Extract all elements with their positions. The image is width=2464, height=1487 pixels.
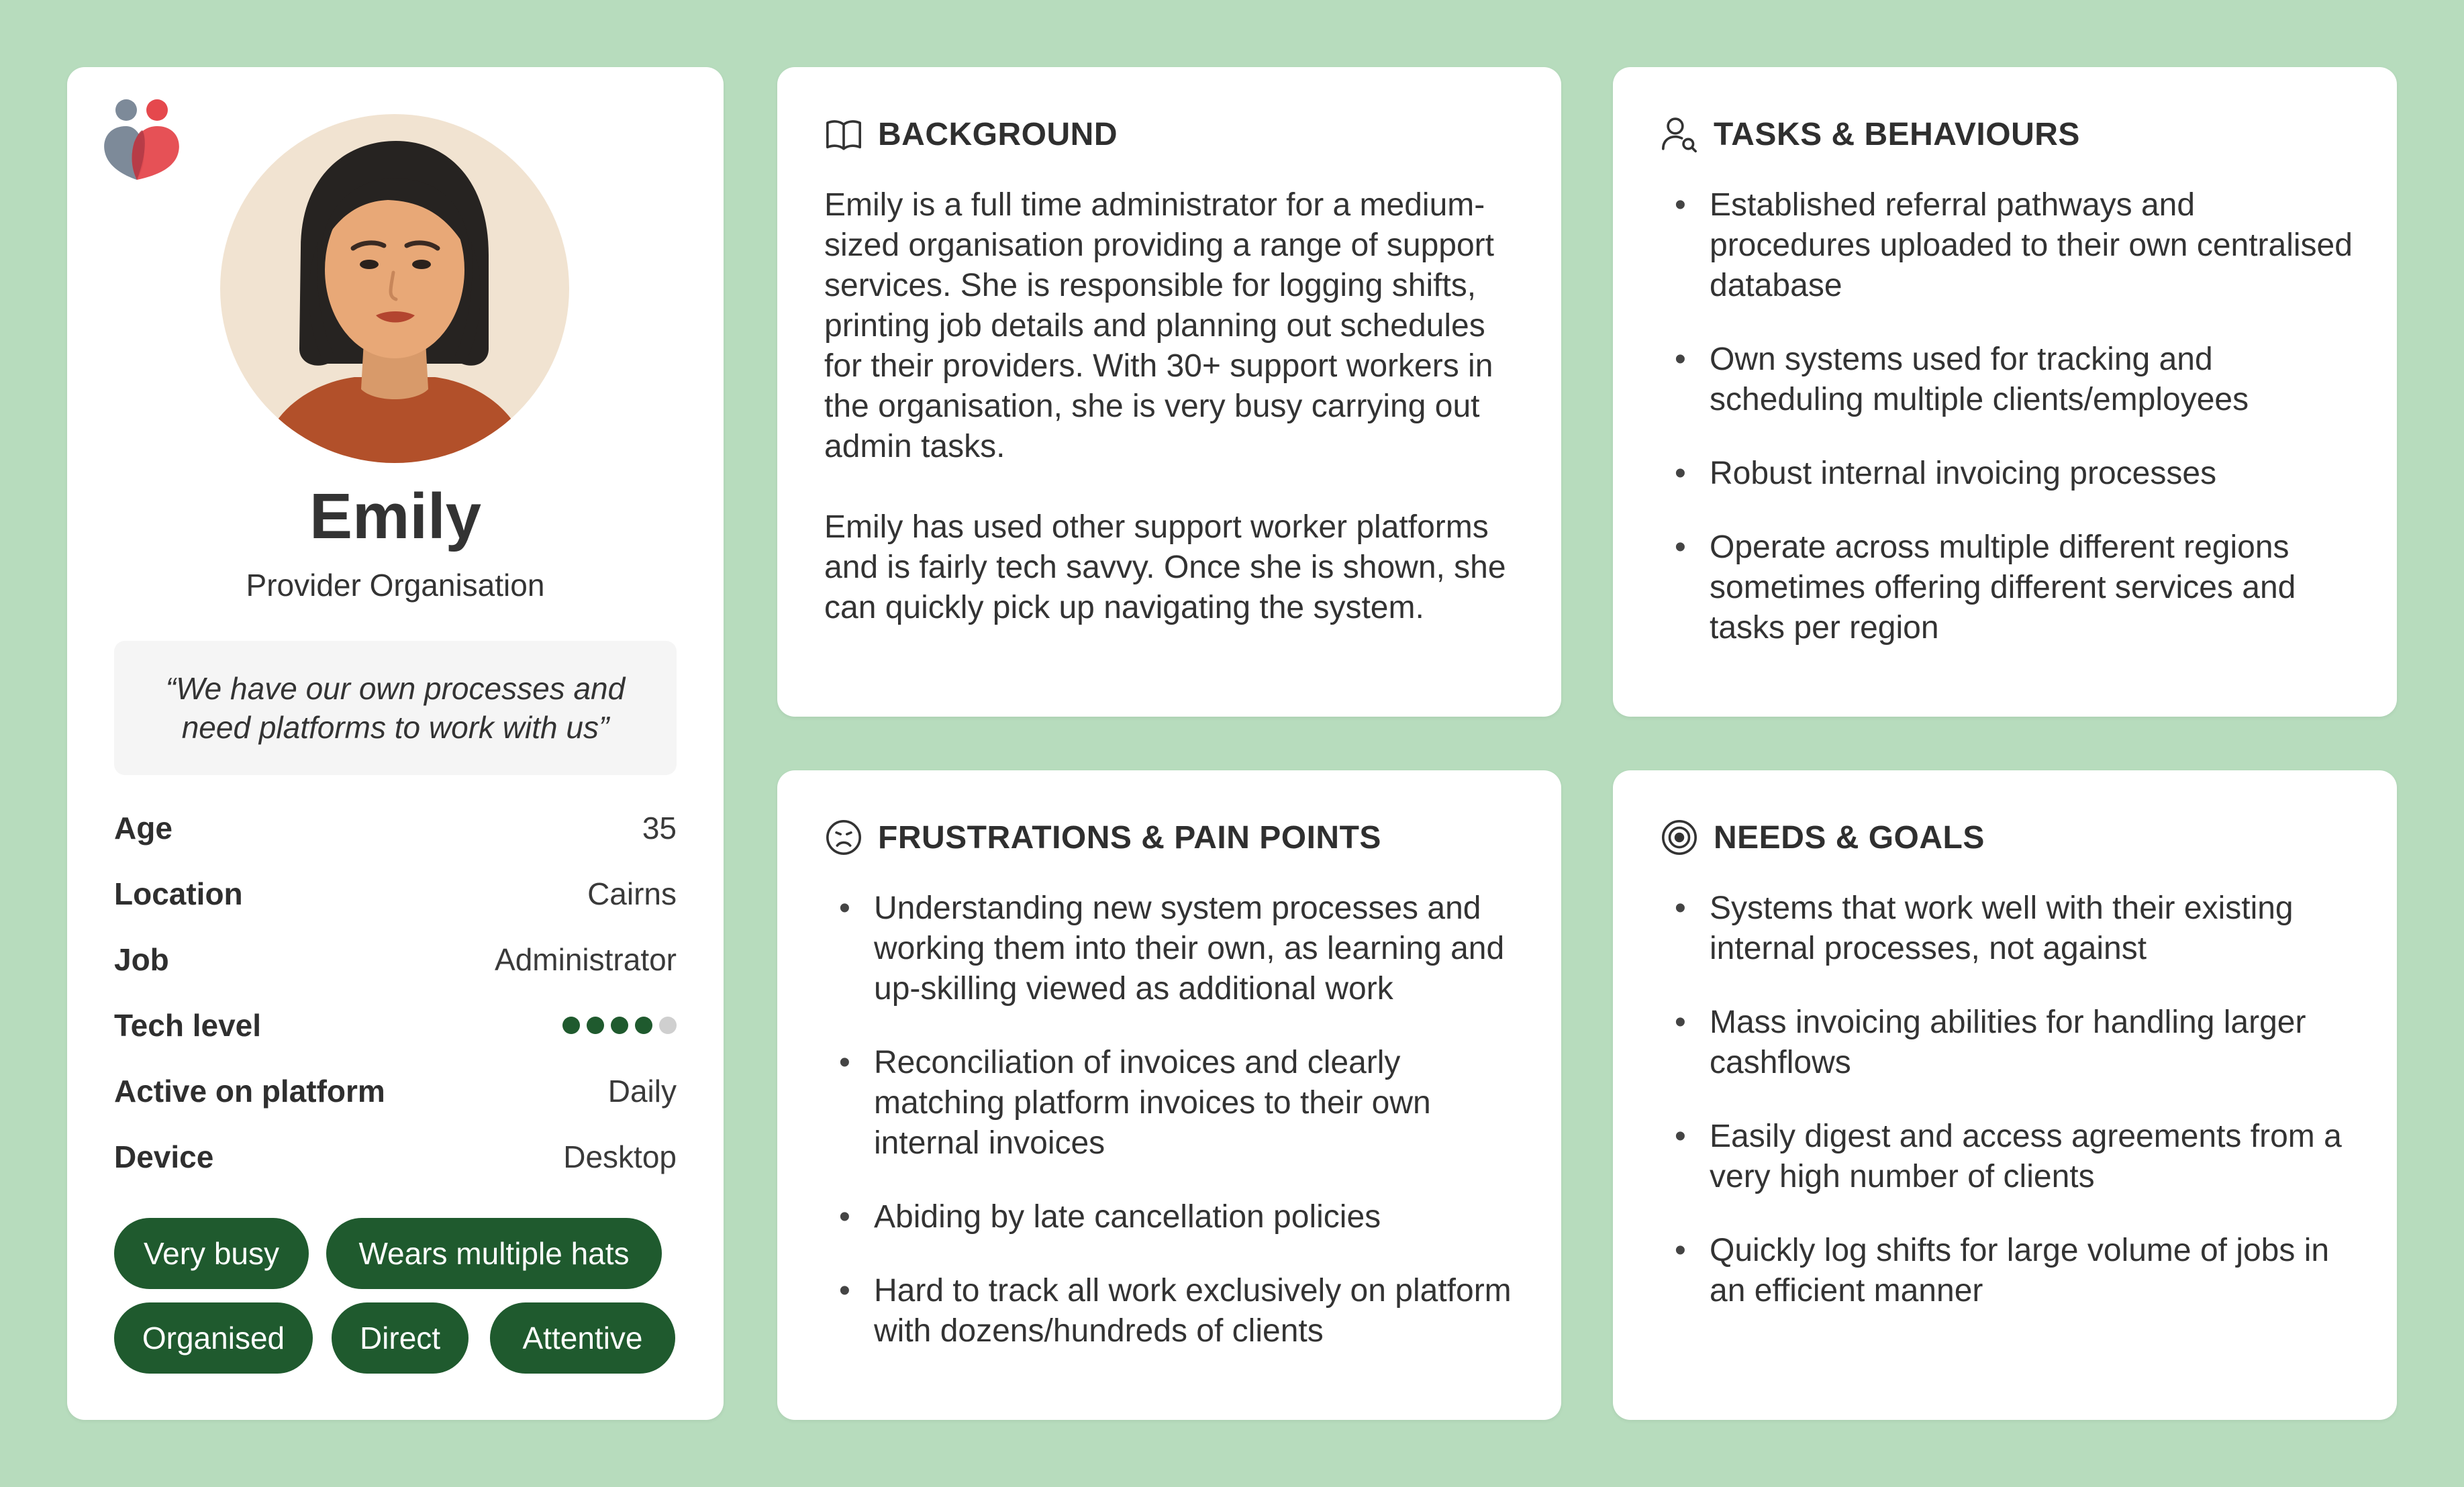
card-title: BACKGROUND — [878, 116, 1118, 152]
trait-tag: Attentive — [490, 1302, 675, 1374]
profile-card — [67, 67, 724, 1420]
list-item: • Systems that work well with their existing internal processes, not against — [1675, 888, 2357, 969]
attribute-value: 35 — [642, 811, 677, 845]
attribute-row-age — [114, 795, 677, 861]
attribute-value: Administrator — [495, 942, 677, 977]
rating-dot-filled — [562, 1017, 580, 1034]
needs-card — [1613, 770, 2397, 1420]
background-text — [824, 185, 1521, 668]
frustrations-list — [839, 888, 1521, 1385]
attribute-value: Daily — [607, 1074, 677, 1109]
background-paragraph: Emily has used other support worker platforms and is fairly tech savvy. Once she is shown, she can quickly pick up navigating the system. — [824, 509, 1506, 625]
background-paragraph: Emily is a full time administrator for a medium-sized organisation providing a range of support services. She is responsible for logging shifts, printing job details and planning out schedules for their providers. With 30+ support workers in the organisation, she is very busy carrying out admin tasks. — [824, 187, 1494, 464]
attribute-row-job — [114, 927, 677, 992]
attribute-label: Device — [114, 1139, 214, 1174]
frown-face-icon — [824, 818, 863, 857]
list-item: • Understanding new system processes and working them into their own, as learning and up-skilling viewed as additional work — [839, 888, 1521, 1009]
background-card — [777, 67, 1561, 717]
list-item: • Abiding by late cancellation policies — [839, 1197, 1521, 1237]
attribute-value: Cairns — [587, 876, 677, 911]
attribute-row-device — [114, 1124, 677, 1190]
rating-dot-filled — [587, 1017, 604, 1034]
persona-name: Emily — [309, 480, 482, 552]
rating-dot-filled — [611, 1017, 628, 1034]
persona-quote: “We have our own processes and need platforms to work with us” — [114, 641, 677, 775]
trait-tag: Organised — [114, 1302, 313, 1374]
attribute-label: Tech level — [114, 1008, 262, 1043]
frustrations-card — [777, 770, 1561, 1420]
rating-dot-empty — [659, 1017, 677, 1034]
card-title: FRUSTRATIONS & PAIN POINTS — [878, 819, 1381, 856]
list-item: • Easily digest and access agreements from a very high number of clients — [1675, 1117, 2357, 1197]
target-icon — [1660, 818, 1699, 857]
card-header — [1660, 113, 2080, 156]
attribute-row-active — [114, 1058, 677, 1124]
list-item: • Robust internal invoicing processes — [1675, 454, 2357, 494]
list-item: • Established referral pathways and procedures uploaded to their own centralised database — [1675, 185, 2357, 306]
avatar — [220, 114, 569, 463]
brand-logo-icon — [97, 95, 184, 183]
needs-list — [1675, 888, 2357, 1345]
attribute-label: Active on platform — [114, 1074, 385, 1109]
attribute-label: Location — [114, 876, 243, 911]
card-title: TASKS & BEHAVIOURS — [1714, 116, 2080, 152]
card-title: NEEDS & GOALS — [1714, 819, 1985, 856]
trait-tag: Wears multiple hats — [326, 1218, 662, 1289]
trait-tag: Very busy — [114, 1218, 309, 1289]
persona-role: Provider Organisation — [246, 568, 545, 603]
list-item: • Quickly log shifts for large volume of jobs in an efficient manner — [1675, 1231, 2357, 1311]
list-item: • Own systems used for tracking and scheduling multiple clients/employees — [1675, 340, 2357, 420]
card-header — [824, 113, 1118, 156]
list-item: • Mass invoicing abilities for handling larger cashflows — [1675, 1003, 2357, 1083]
attribute-row-tech-level — [114, 992, 677, 1058]
attribute-value: Desktop — [563, 1139, 677, 1174]
attribute-row-location — [114, 861, 677, 927]
attribute-label: Job — [114, 942, 169, 977]
list-item: • Hard to track all work exclusively on platform with dozens/hundreds of clients — [839, 1271, 1521, 1351]
user-search-icon — [1660, 115, 1699, 154]
tasks-list — [1675, 185, 2357, 682]
tasks-card — [1613, 67, 2397, 717]
card-header — [1660, 816, 1985, 859]
list-item: • Reconciliation of invoices and clearly matching platform invoices to their own internal invoices — [839, 1043, 1521, 1164]
trait-tag: Direct — [332, 1302, 469, 1374]
rating-dot-filled — [635, 1017, 652, 1034]
attribute-list — [114, 795, 677, 1190]
tech-level-rating — [562, 1017, 677, 1034]
book-icon — [824, 115, 863, 154]
attribute-label: Age — [114, 811, 173, 845]
list-item: • Operate across multiple different regions sometimes offering different services and tasks per region — [1675, 527, 2357, 648]
card-header — [824, 816, 1381, 859]
